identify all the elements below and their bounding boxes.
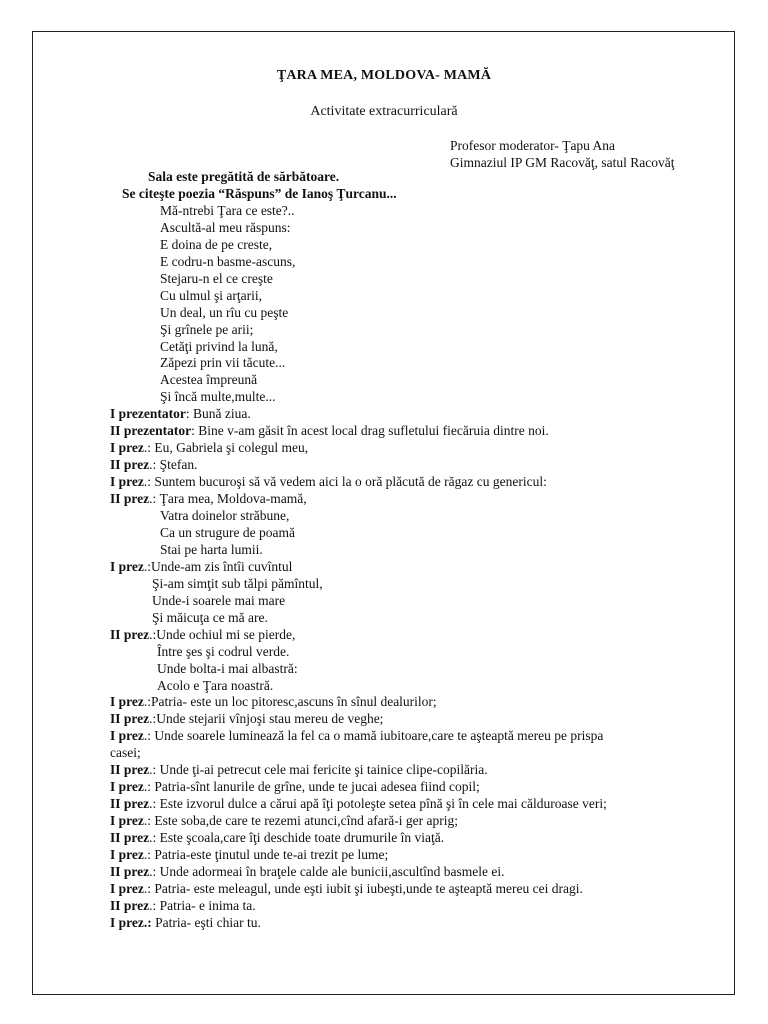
script-line xyxy=(110,914,261,931)
line-text: .: Eu, Gabriela şi colegul meu, xyxy=(143,440,309,456)
speaker-label: Sala este pregătită de sărbătoare. xyxy=(148,169,340,184)
speaker-label: II prez xyxy=(110,762,150,778)
script-line xyxy=(160,236,272,253)
line-text: .: Patria-este ţinutul unde te-ai trezit pe lume; xyxy=(143,847,389,862)
script-line xyxy=(110,812,458,829)
script-line xyxy=(160,354,285,371)
line-text: Între şes şi codrul verde. xyxy=(157,643,290,659)
speaker-label: Se citeşte poezia “Răspuns” de Ianoş Ţurcanu... xyxy=(122,185,397,201)
line-text: .: Este soba,de care te rezemi atunci,cînd afară-i ger aprig; xyxy=(143,813,458,829)
line-text: .:Unde stejarii vînjoşi stau mereu de veghe; xyxy=(149,711,384,727)
line-text: .: Este şcoala,care îţi deschide toate drumurile în viaţă. xyxy=(149,830,445,846)
line-text: : Bine v-am găsit în acest local drag sufletului fiecăruia dintre noi. xyxy=(191,423,549,439)
script-line xyxy=(110,439,308,456)
script-line xyxy=(152,592,285,609)
document-title: ŢARA MEA, MOLDOVA- MAMĂ xyxy=(276,68,492,83)
line-text: Vatra doinelor străbune, xyxy=(160,508,290,523)
script-line xyxy=(160,388,275,405)
speaker-label: I prez xyxy=(110,813,144,829)
script-line xyxy=(157,643,289,660)
script-line xyxy=(152,609,268,626)
speaker-label: I prez xyxy=(110,558,144,574)
line-text: E codru-n basme-ascuns, xyxy=(160,253,296,269)
speaker-label: I prez xyxy=(110,694,144,710)
line-text: .: Ştefan. xyxy=(149,457,198,473)
line-text: .: Unde soarele luminează la fel ca o mamă iubitoare,care te aşteaptă mereu pe prispa xyxy=(143,728,604,744)
line-text: .: Unde adormeai în braţele calde ale bunicii,ascultînd basmele ei. xyxy=(149,863,505,879)
script-line xyxy=(152,575,323,592)
speaker-label: II prez xyxy=(110,796,150,812)
script-line xyxy=(160,270,273,287)
script-line xyxy=(110,863,504,880)
line-text: .:Patria- este un loc pitoresc,ascuns în sînul dealurilor; xyxy=(143,694,437,710)
speaker-label: I prez xyxy=(110,880,144,896)
line-text: E doina de pe creste, xyxy=(160,236,273,252)
line-text: Şi măicuţa ce mă are. xyxy=(152,609,268,625)
speaker-label: II prez xyxy=(110,863,150,879)
script-line xyxy=(110,795,607,812)
script-line xyxy=(160,253,295,270)
speaker-label: I prez xyxy=(110,474,144,490)
line-text: Stai pe harta lumii. xyxy=(160,541,263,557)
line-text: Patria- eşti chiar tu. xyxy=(151,914,261,930)
speaker-label: II prez xyxy=(110,711,150,727)
speaker-label: I prez.: xyxy=(110,914,152,930)
speaker-label: II prez xyxy=(110,626,150,642)
script-line xyxy=(110,456,198,473)
script-line xyxy=(110,846,388,863)
script-line xyxy=(110,558,292,575)
script-line xyxy=(160,338,278,355)
script-line xyxy=(160,541,263,558)
script-line xyxy=(122,185,397,202)
script-line xyxy=(160,524,295,541)
script-line xyxy=(160,287,262,304)
line-text: Unde-i soarele mai mare xyxy=(152,592,286,608)
line-text: .:Unde-am zis întîi cuvîntul xyxy=(143,558,293,574)
script-line xyxy=(110,473,547,490)
script-line xyxy=(110,626,295,643)
line-text: Acolo e Ţara noastră. xyxy=(157,677,274,693)
speaker-label: I prez xyxy=(110,728,144,744)
script-line xyxy=(110,710,383,727)
script-line xyxy=(160,321,253,338)
line-text: Unde bolta-i mai albastră: xyxy=(157,660,298,676)
speaker-label: II prez xyxy=(110,491,150,507)
script-line xyxy=(110,744,141,761)
line-text: casei; xyxy=(110,745,141,761)
line-text: Zăpezi prin vii tăcute... xyxy=(160,355,286,371)
line-text: .: Patria- e inima ta. xyxy=(149,897,256,913)
script-line xyxy=(148,168,339,185)
script-line xyxy=(110,880,583,897)
script-line xyxy=(160,304,288,321)
line-text: Stejaru-n el ce creşte xyxy=(160,270,273,286)
script-line xyxy=(110,422,549,439)
line-text: .: Patria- este meleagul, unde eşti iubit şi iubeşti,unde te aşteaptă mereu cei dragi. xyxy=(143,880,583,896)
speaker-label: II prez xyxy=(110,457,150,473)
line-text: Acestea împreună xyxy=(160,372,258,388)
script-line xyxy=(110,490,307,507)
script-line xyxy=(160,219,290,236)
script-line xyxy=(160,507,289,524)
script-line xyxy=(110,727,603,744)
line-text: Un deal, un rîu cu peşte xyxy=(160,304,289,320)
script-line xyxy=(110,897,256,914)
script-line xyxy=(160,202,295,219)
line-text: .:Unde ochiul mi se pierde, xyxy=(149,626,296,642)
line-text: : Bună ziua. xyxy=(185,406,251,422)
speaker-label: I prez xyxy=(110,779,144,795)
line-text: Ascultă-al meu răspuns: xyxy=(160,219,291,235)
script-line xyxy=(157,660,298,677)
line-text: Şi-am simţit sub tălpi pămîntul, xyxy=(152,575,323,591)
script-line xyxy=(110,778,480,795)
speaker-label: II prezentator xyxy=(110,423,192,439)
script-line xyxy=(110,405,251,422)
script-line xyxy=(110,829,444,846)
line-text: .: Suntem bucuroşi să vă vedem aici la o oră plăcută de răgaz cu genericul: xyxy=(143,474,547,490)
line-text: Şi grînele pe arii; xyxy=(160,321,254,337)
line-text: Cetăţi privind la lună, xyxy=(160,338,278,354)
line-text: .: Este izvorul dulce a cărui apă îţi potoleşte setea pînă şi în cele mai călduroase veri; xyxy=(149,796,607,812)
script-line xyxy=(110,761,488,778)
line-text: Ca un strugure de poamă xyxy=(160,524,295,540)
line-text: Cu ulmul şi arţarii, xyxy=(160,287,262,303)
speaker-label: I prez xyxy=(110,847,144,862)
document-subtitle: Activitate extracurriculară xyxy=(310,104,458,119)
line-text: Şi încă multe,multe... xyxy=(160,389,276,405)
line-text: .: Patria-sînt lanurile de grîne, unde te jucai adesea fiind copil; xyxy=(143,779,480,795)
speaker-label: II prez xyxy=(110,830,150,846)
script-line xyxy=(160,371,257,388)
school-line: Gimnaziul IP GM Racovăţ, satul Racovăţ xyxy=(450,155,675,170)
line-text: Mă-ntrebi Ţara ce este?.. xyxy=(160,202,295,218)
speaker-label: I prez xyxy=(110,440,144,456)
speaker-label: I prezentator xyxy=(110,406,186,422)
speaker-label: II prez xyxy=(110,897,150,913)
line-text: .: Ţara mea, Moldova-mamă, xyxy=(149,491,307,507)
line-text: .: Unde ţi-ai petrecut cele mai fericite şi tainice clipe-copilăria. xyxy=(149,762,488,778)
script-line xyxy=(110,693,437,710)
script-line xyxy=(157,677,273,694)
moderator-line: Profesor moderator- Ţapu Ana xyxy=(450,138,616,153)
